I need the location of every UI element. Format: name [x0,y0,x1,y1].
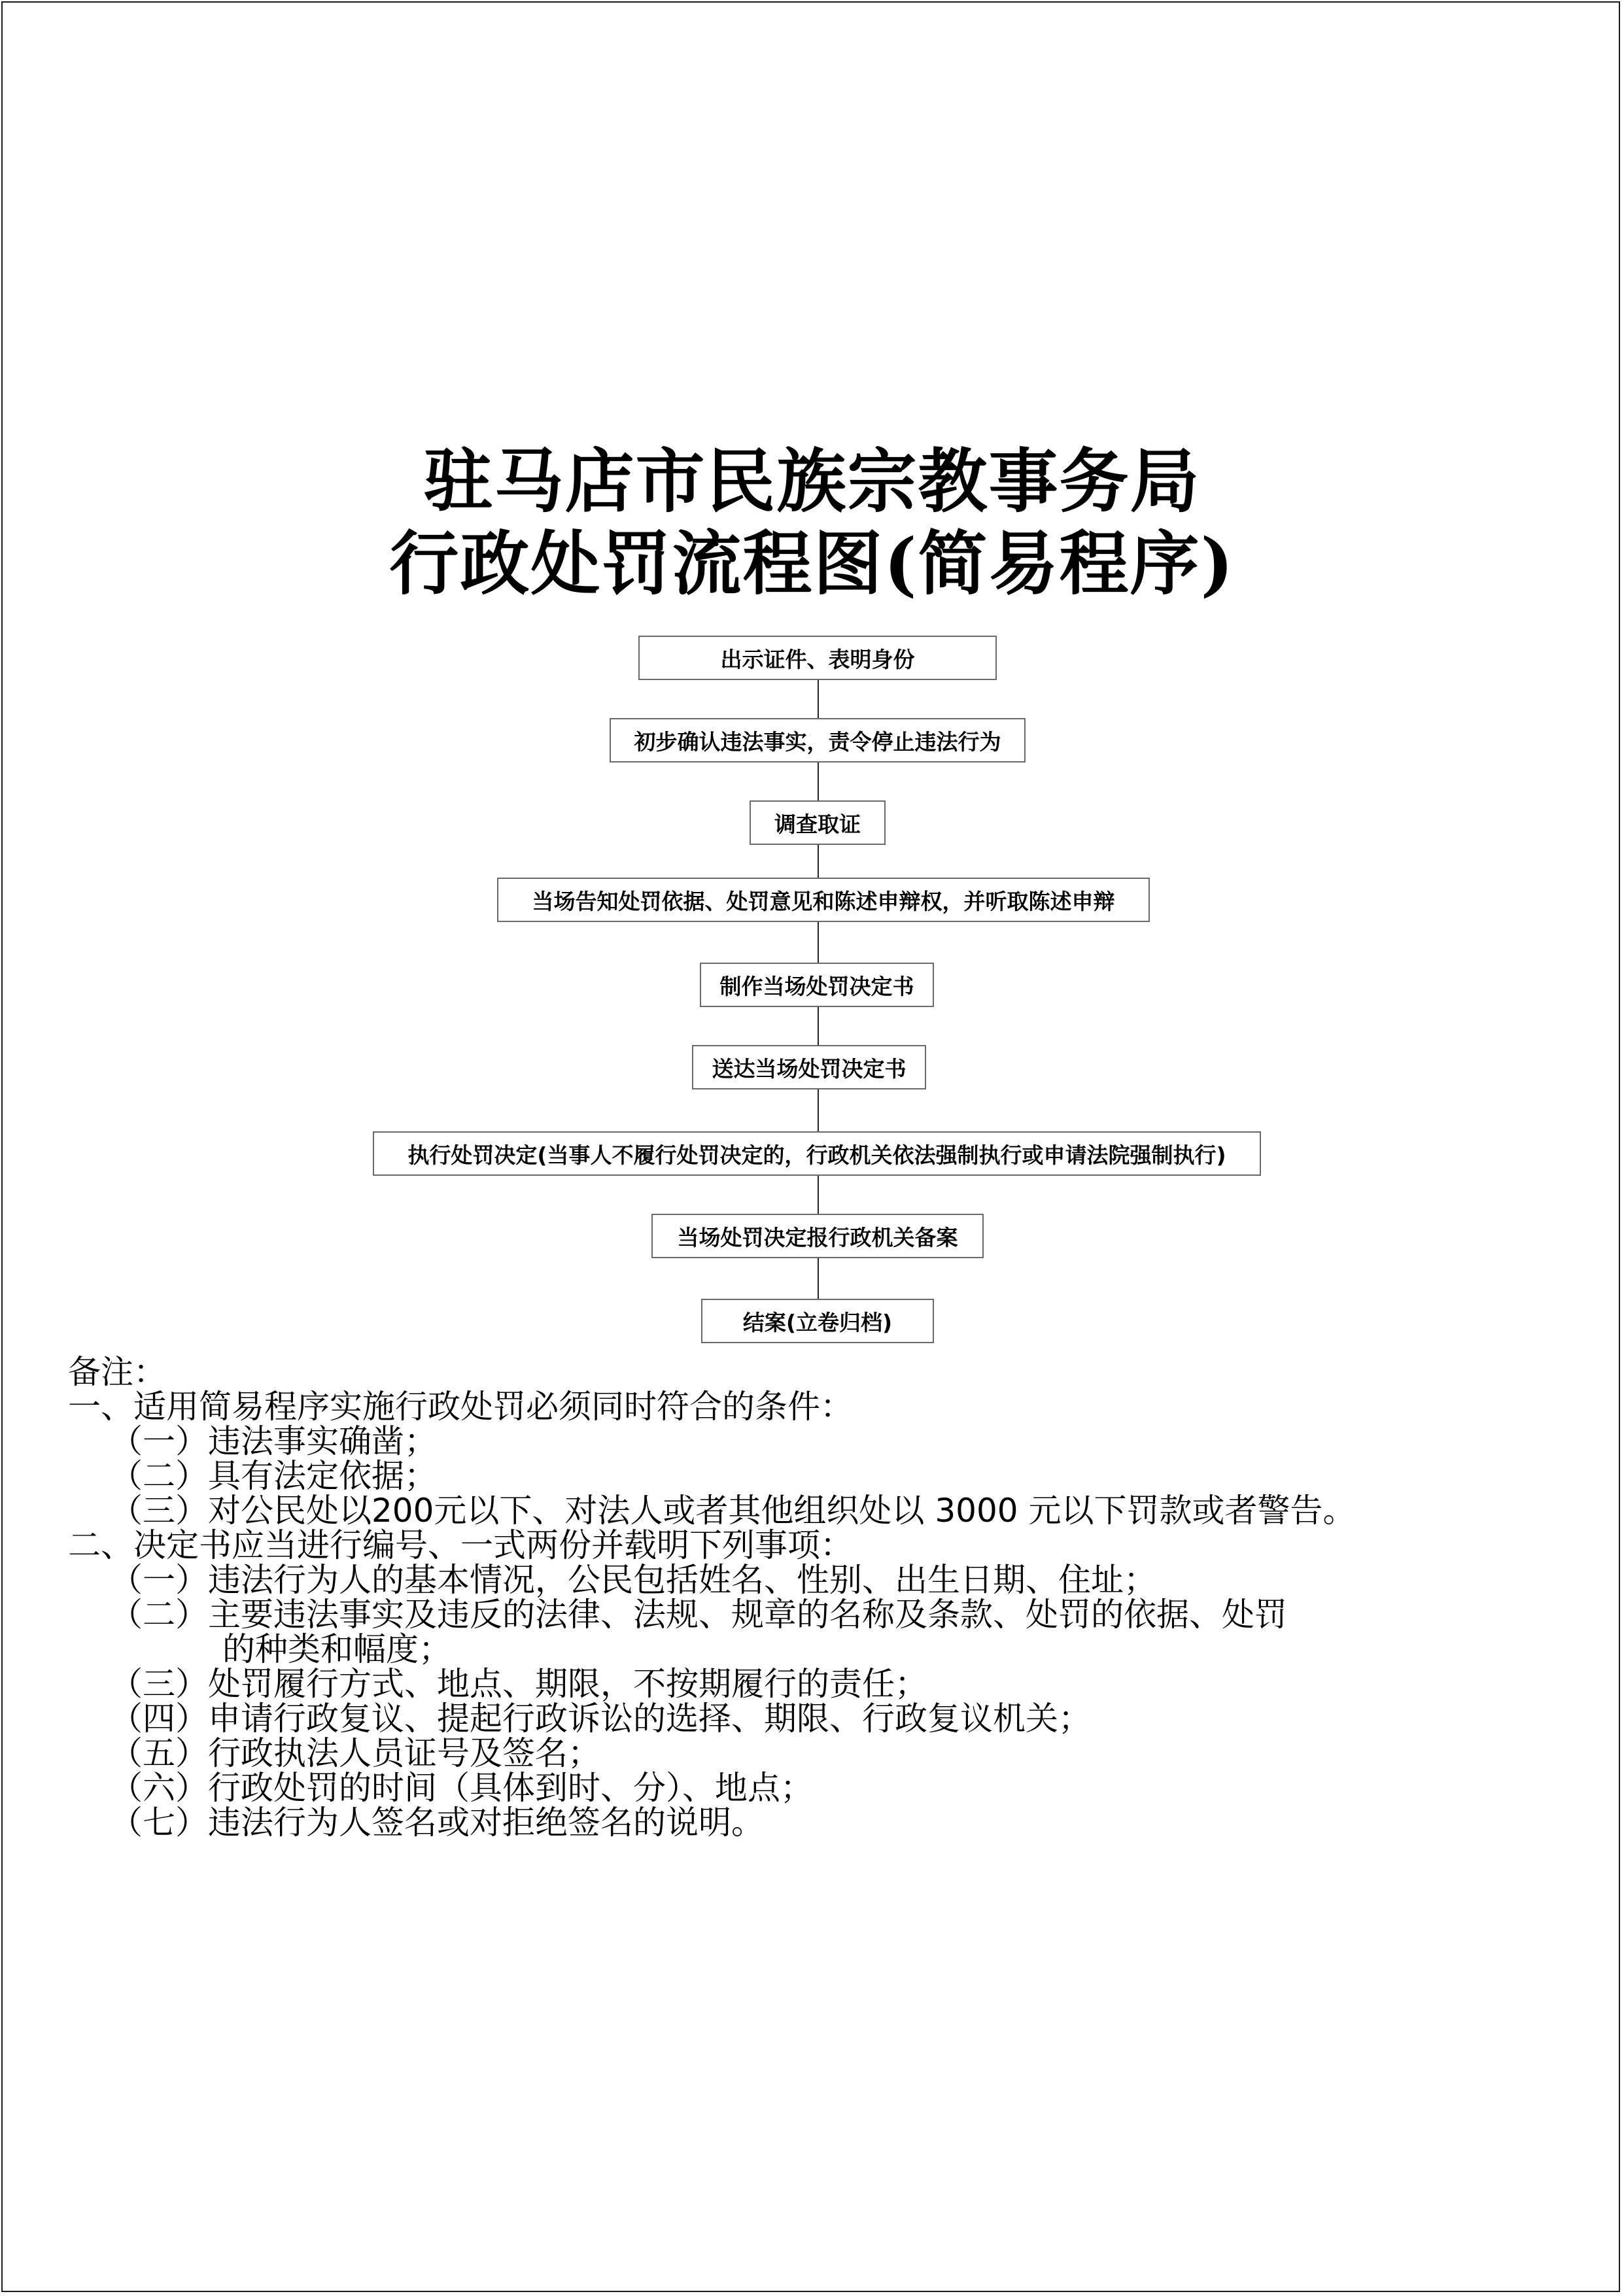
notes-section1-item: （二）具有法定依据； [110,1457,437,1495]
flow-step-7: 执行处罚决定(当事人不履行处罚决定的，行政机关依法强制执行或申请法院强制执行) [373,1131,1261,1176]
title-line-1: 驻马店市民族宗教事务局 [423,440,1201,522]
notes-section1-item: （一）违法事实确凿； [110,1422,437,1460]
notes-section2-item: （一）违法行为人的基本情况，公民包括姓名、性别、出生日期、住址； [110,1561,1156,1599]
notes-section1-title: 一、适用简易程序实施行政处罚必须同时符合的条件： [68,1388,853,1426]
flow-step-4: 当场告知处罚依据、处罚意见和陈述申辩权，并听取陈述申辩 [497,878,1150,922]
flow-step-5: 制作当场处罚决定书 [700,963,934,1007]
flow-step-6: 送达当场处罚决定书 [692,1045,926,1089]
flow-step-8: 当场处罚决定报行政机关备案 [651,1214,984,1258]
notes-section2-item: （五）行政执法人员证号及签名； [110,1734,600,1772]
notes-section2-item: （三）处罚履行方式、地点、期限，不按期履行的责任； [110,1665,927,1703]
title-line-2: 行政处罚流程图(简易程序) [389,523,1235,604]
flow-step-3: 调查取证 [750,800,886,845]
notes-section2-item-continued: 的种类和幅度； [222,1630,451,1668]
notes-section2-item: （六）行政处罚的时间（具体到时、分）、地点； [110,1769,813,1807]
flow-step-1: 出示证件、表明身份 [638,636,997,680]
notes-section [68,1355,1355,1840]
flow-step-2: 初步确认违法事实，责令停止违法行为 [610,718,1026,762]
notes-section2-title: 二、决定书应当进行编号、一式两份并载明下列事项： [68,1526,853,1564]
notes-section2-item: （四）申请行政复议、提起行政诉讼的选择、期限、行政复议机关； [110,1700,1091,1738]
flow-step-9: 结案(立卷归档) [701,1299,934,1343]
notes-section1-item: （三）对公民处以200元以下、对法人或者其他组织处以 3000 元以下罚款或者警告。 [110,1492,1356,1530]
notes-section2-item: （七）违法行为人签名或对拒绝签名的说明。 [110,1804,764,1842]
notes-section2-item: （二）主要违法事实及违反的法律、法规、规章的名称及条款、处罚的依据、处罚 [110,1596,1287,1634]
notes-heading: 备注： [68,1353,166,1391]
